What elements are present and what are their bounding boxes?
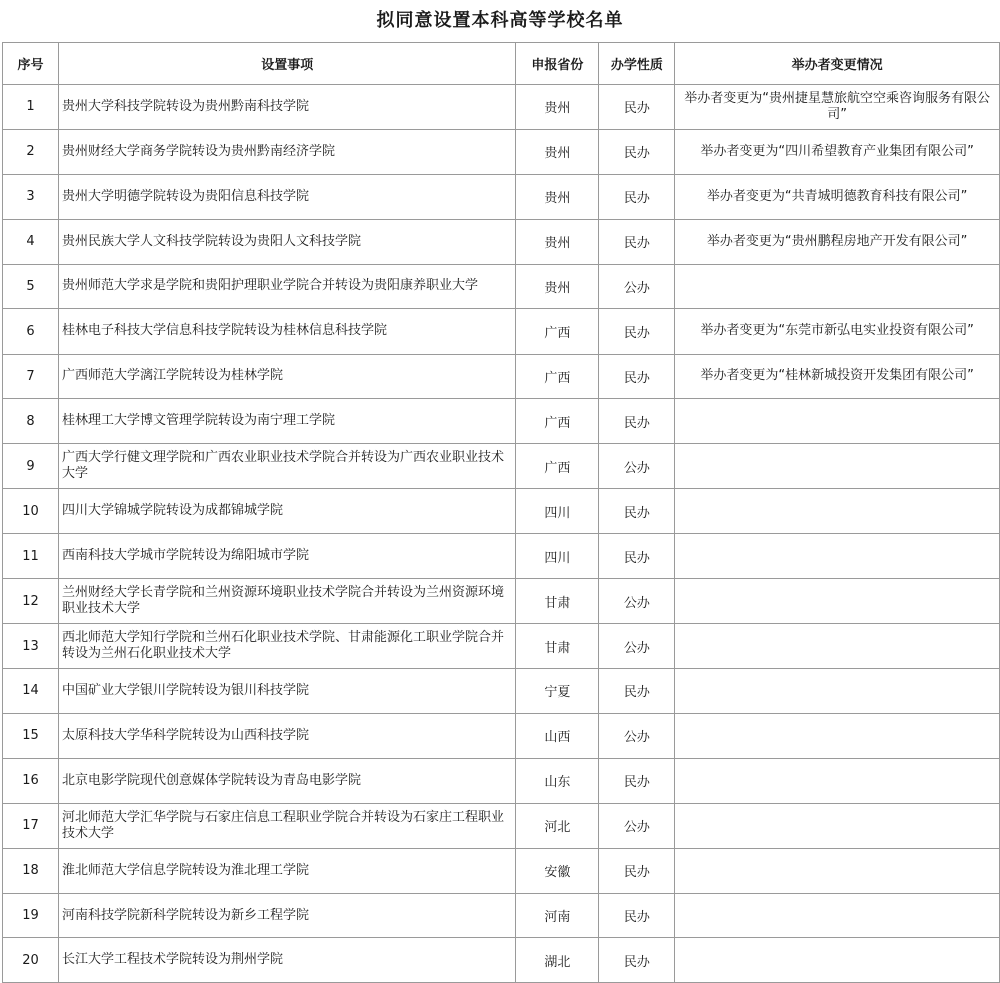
cell-index: 6 xyxy=(3,309,59,354)
table-row xyxy=(3,489,1000,534)
cell-nature: 民办 xyxy=(599,85,675,130)
cell-item: 北京电影学院现代创意媒体学院转设为青岛电影学院 xyxy=(58,758,516,803)
cell-nature: 民办 xyxy=(599,354,675,399)
table-row xyxy=(3,893,1000,938)
cell-province: 贵州 xyxy=(516,264,599,309)
cell-sponsor: 举办者变更为“桂林新城投资开发集团有限公司” xyxy=(675,354,1000,399)
cell-nature: 民办 xyxy=(599,668,675,713)
cell-sponsor xyxy=(675,758,1000,803)
cell-item: 广西大学行健文理学院和广西农业职业技术学院合并转设为广西农业职业技术大学 xyxy=(58,444,516,489)
cell-nature: 公办 xyxy=(599,713,675,758)
cell-item: 长江大学工程技术学院转设为荆州学院 xyxy=(58,938,516,983)
cell-sponsor xyxy=(675,399,1000,444)
school-list-table xyxy=(2,42,1000,983)
cell-sponsor xyxy=(675,624,1000,669)
cell-province: 安徽 xyxy=(516,848,599,893)
cell-province: 贵州 xyxy=(516,85,599,130)
table-row xyxy=(3,668,1000,713)
cell-index: 14 xyxy=(3,668,59,713)
cell-index: 10 xyxy=(3,489,59,534)
table-row xyxy=(3,578,1000,623)
table-row xyxy=(3,309,1000,354)
cell-index: 4 xyxy=(3,219,59,264)
cell-sponsor xyxy=(675,444,1000,489)
table-row xyxy=(3,174,1000,219)
cell-index: 15 xyxy=(3,713,59,758)
header-sponsor: 举办者变更情况 xyxy=(675,43,1000,85)
cell-province: 山西 xyxy=(516,713,599,758)
cell-index: 7 xyxy=(3,354,59,399)
table-row xyxy=(3,85,1000,130)
cell-item: 太原科技大学华科学院转设为山西科技学院 xyxy=(58,713,516,758)
cell-province: 四川 xyxy=(516,489,599,534)
cell-index: 8 xyxy=(3,399,59,444)
table-row xyxy=(3,399,1000,444)
cell-item: 中国矿业大学银川学院转设为银川科技学院 xyxy=(58,668,516,713)
cell-index: 5 xyxy=(3,264,59,309)
cell-nature: 公办 xyxy=(599,264,675,309)
table-row xyxy=(3,354,1000,399)
cell-sponsor: 举办者变更为“四川希望教育产业集团有限公司” xyxy=(675,129,1000,174)
cell-province: 广西 xyxy=(516,444,599,489)
header-nature: 办学性质 xyxy=(599,43,675,85)
cell-item: 兰州财经大学长青学院和兰州资源环境职业技术学院合并转设为兰州资源环境职业技术大学 xyxy=(58,578,516,623)
cell-item: 河南科技学院新科学院转设为新乡工程学院 xyxy=(58,893,516,938)
cell-nature: 民办 xyxy=(599,848,675,893)
cell-item: 河北师范大学汇华学院与石家庄信息工程职业学院合并转设为石家庄工程职业技术大学 xyxy=(58,803,516,848)
table-row xyxy=(3,624,1000,669)
cell-sponsor xyxy=(675,938,1000,983)
cell-nature: 公办 xyxy=(599,578,675,623)
cell-province: 广西 xyxy=(516,309,599,354)
cell-item: 四川大学锦城学院转设为成都锦城学院 xyxy=(58,489,516,534)
table-row xyxy=(3,534,1000,579)
cell-index: 19 xyxy=(3,893,59,938)
cell-item: 西北师范大学知行学院和兰州石化职业技术学院、甘肃能源化工职业学院合并转设为兰州石化职业技术大学 xyxy=(58,624,516,669)
cell-item: 贵州民族大学人文科技学院转设为贵阳人文科技学院 xyxy=(58,219,516,264)
cell-province: 山东 xyxy=(516,758,599,803)
cell-index: 3 xyxy=(3,174,59,219)
table-row xyxy=(3,444,1000,489)
cell-item: 贵州大学科技学院转设为贵州黔南科技学院 xyxy=(58,85,516,130)
page-title: 拟同意设置本科高等学校名单 xyxy=(376,10,624,31)
cell-index: 11 xyxy=(3,534,59,579)
table-row xyxy=(3,713,1000,758)
cell-sponsor xyxy=(675,578,1000,623)
cell-province: 甘肃 xyxy=(516,624,599,669)
cell-province: 广西 xyxy=(516,354,599,399)
cell-item: 贵州财经大学商务学院转设为贵州黔南经济学院 xyxy=(58,129,516,174)
cell-item: 西南科技大学城市学院转设为绵阳城市学院 xyxy=(58,534,516,579)
cell-sponsor xyxy=(675,803,1000,848)
table-row xyxy=(3,758,1000,803)
cell-sponsor xyxy=(675,713,1000,758)
cell-province: 四川 xyxy=(516,534,599,579)
cell-province: 甘肃 xyxy=(516,578,599,623)
cell-nature: 民办 xyxy=(599,309,675,354)
cell-item: 桂林电子科技大学信息科技学院转设为桂林信息科技学院 xyxy=(58,309,516,354)
cell-sponsor xyxy=(675,489,1000,534)
cell-index: 9 xyxy=(3,444,59,489)
cell-index: 13 xyxy=(3,624,59,669)
cell-sponsor: 举办者变更为“东莞市新弘电实业投资有限公司” xyxy=(675,309,1000,354)
cell-province: 贵州 xyxy=(516,219,599,264)
cell-sponsor xyxy=(675,668,1000,713)
cell-sponsor xyxy=(675,848,1000,893)
cell-index: 1 xyxy=(3,85,59,130)
cell-index: 2 xyxy=(3,129,59,174)
cell-province: 湖北 xyxy=(516,938,599,983)
cell-province: 贵州 xyxy=(516,129,599,174)
cell-nature: 民办 xyxy=(599,758,675,803)
cell-sponsor xyxy=(675,893,1000,938)
cell-item: 贵州大学明德学院转设为贵阳信息科技学院 xyxy=(58,174,516,219)
cell-sponsor: 举办者变更为“共青城明德教育科技有限公司” xyxy=(675,174,1000,219)
cell-nature: 民办 xyxy=(599,129,675,174)
cell-nature: 公办 xyxy=(599,444,675,489)
cell-index: 16 xyxy=(3,758,59,803)
table-row xyxy=(3,938,1000,983)
cell-province: 河南 xyxy=(516,893,599,938)
cell-province: 广西 xyxy=(516,399,599,444)
cell-province: 河北 xyxy=(516,803,599,848)
cell-nature: 公办 xyxy=(599,803,675,848)
cell-sponsor: 举办者变更为“贵州捷星慧旅航空空乘咨询服务有限公司” xyxy=(675,85,1000,130)
cell-index: 17 xyxy=(3,803,59,848)
cell-index: 20 xyxy=(3,938,59,983)
cell-nature: 民办 xyxy=(599,489,675,534)
table-row xyxy=(3,129,1000,174)
cell-index: 12 xyxy=(3,578,59,623)
table-row xyxy=(3,803,1000,848)
table-row xyxy=(3,219,1000,264)
cell-nature: 民办 xyxy=(599,219,675,264)
table-row xyxy=(3,264,1000,309)
cell-nature: 公办 xyxy=(599,624,675,669)
cell-sponsor xyxy=(675,264,1000,309)
cell-sponsor xyxy=(675,534,1000,579)
cell-nature: 民办 xyxy=(599,534,675,579)
cell-item: 广西师范大学漓江学院转设为桂林学院 xyxy=(58,354,516,399)
header-item: 设置事项 xyxy=(58,43,516,85)
header-province: 申报省份 xyxy=(516,43,599,85)
cell-index: 18 xyxy=(3,848,59,893)
table-row xyxy=(3,848,1000,893)
cell-item: 桂林理工大学博文管理学院转设为南宁理工学院 xyxy=(58,399,516,444)
cell-province: 宁夏 xyxy=(516,668,599,713)
header-row xyxy=(3,43,1000,85)
cell-nature: 民办 xyxy=(599,893,675,938)
header-index: 序号 xyxy=(3,43,59,85)
cell-item: 淮北师范大学信息学院转设为淮北理工学院 xyxy=(58,848,516,893)
cell-item: 贵州师范大学求是学院和贵阳护理职业学院合并转设为贵阳康养职业大学 xyxy=(58,264,516,309)
cell-nature: 民办 xyxy=(599,174,675,219)
cell-nature: 民办 xyxy=(599,938,675,983)
cell-nature: 民办 xyxy=(599,399,675,444)
cell-province: 贵州 xyxy=(516,174,599,219)
cell-sponsor: 举办者变更为“贵州鹏程房地产开发有限公司” xyxy=(675,219,1000,264)
